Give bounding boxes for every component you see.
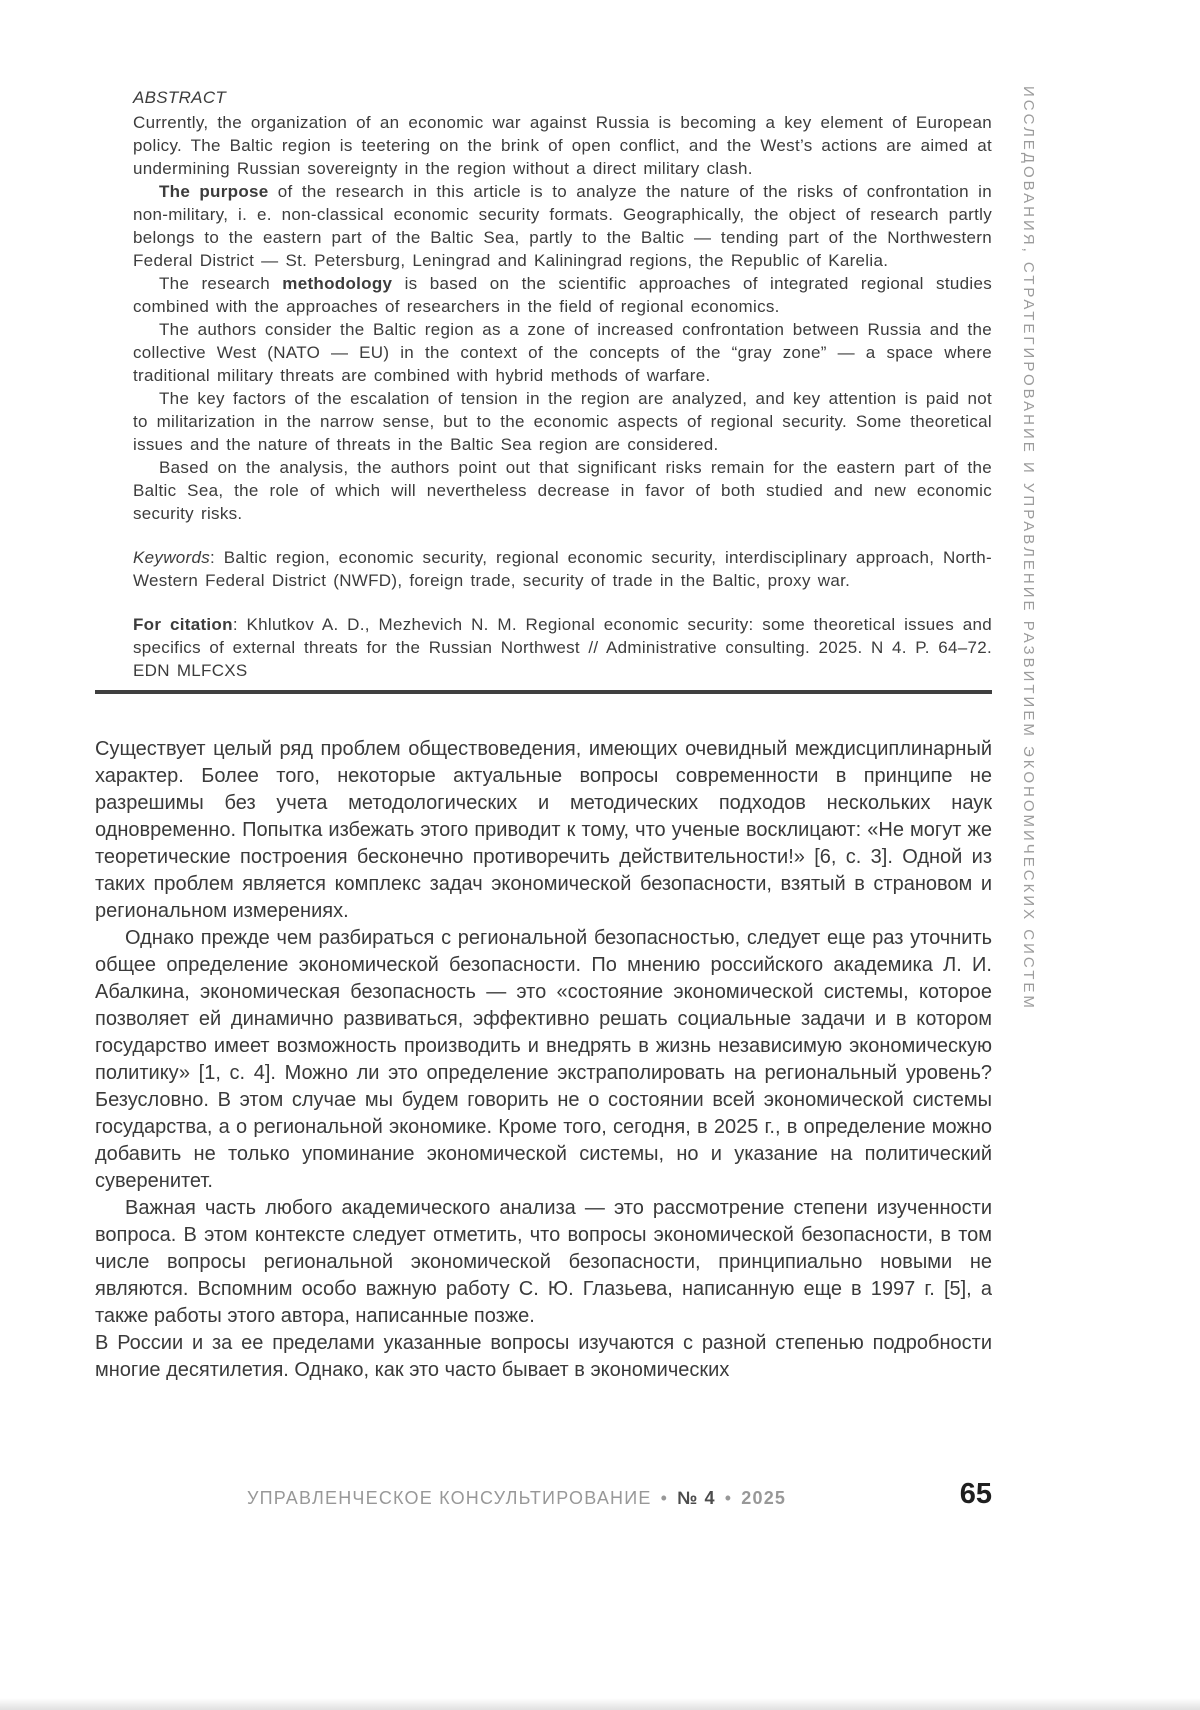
body-paragraph-1: Существует целый ряд проблем обществоведения, имеющих очевидный междисциплинарный характер. Более того, некоторые актуальные вопросы современности в принципе не разрешимы без учета методологических и методических подходов нескольких наук одновременно. Попытка избежать этого приводит к тому, что ученые восклицают: «Не могут же теоретические построения бесконечно противоречить действительности!» [6, с. 3]. Одной из таких проблем является комплекс задач экономической безопасности, взятый в страновом и региональном измерениях. [95, 738, 992, 922]
abstract-paragraph-3 [133, 272, 992, 318]
abstract-paragraph-4: The authors consider the Baltic region as a zone of increased confrontation between Russia and the collective West (NATO — EU) in the context of the concepts of the “gray zone” — a space where traditional military threats are combined with hybrid methods of warfare. [133, 320, 992, 385]
abstract-paragraph-6: Based on the analysis, the authors point out that significant risks remain for the eastern part of the Baltic Sea, the role of which will nevertheless decrease in favor of both studied and new economic security risks. [133, 458, 992, 523]
keywords-paragraph [133, 546, 992, 592]
article-body [95, 736, 992, 1384]
paragraph-text: is based on the scientific approaches of integrated regional studies combined with the approaches of researchers in the field of regional economics. [133, 274, 992, 316]
page-footer [95, 1478, 992, 1524]
citation-text: : Khlutkov A. D., Mezhevich N. M. Regional economic security: some theoretical issues and specifics of external threats for the Russian Northwest // Administrative consulting. 2025. N 4. P. 64–72. EDN MLFCXS [133, 615, 992, 680]
body-paragraph-3: Важная часть любого академического анализа — это рассмотрение степени изученности вопроса. В этом контексте следует отметить, что вопросы экономической безопасности, в том числе вопросы региональной экономической безопасности, принципиально новыми не являются. Вспомним особо важную работу С. Ю. Глазьева, написанную еще в 1997 г. [5], а также работы этого автора, написанные позже. [95, 1197, 992, 1327]
citation-paragraph [133, 613, 992, 682]
footer-separator-icon: • [660, 1488, 669, 1508]
issue-number: № 4 [677, 1488, 716, 1508]
abstract-paragraph-5: The key factors of the escalation of tension in the region are analyzed, and key attention is paid not to militarization in the narrow sense, but to the economic aspects of regional security. Some theoretical issues and the nature of threats in the Baltic Sea region are considered. [133, 389, 992, 454]
abstract-heading: ABSTRACT [133, 88, 227, 107]
body-paragraph-2: Однако прежде чем разбираться с региональной безопасностью, следует еще раз уточнить общее определение экономической безопасности. По мнению российского академика Л. И. Абалкина, экономическая безопасность — это «состояние экономической системы, которое позволяет ей динамично развиваться, эффективно решать социальные задачи и в котором государство имеет возможность производить и внедрять в жизнь независимую экономическую политику» [1, с. 4]. Можно ли это определение экстраполировать на региональный уровень? Безусловно. В этом случае мы будем говорить не о состоянии всей экономической системы государства, а о региональной экономике. Кроме того, сегодня, в 2025 г., в определение можно добавить не только упоминание экономической системы, но и указание на политический суверенитет. [95, 927, 992, 1192]
methodology-label: methodology [282, 274, 393, 293]
page-content [95, 86, 992, 1466]
abstract-section [133, 86, 992, 682]
keywords-text: : Baltic region, economic security, regional economic security, interdisciplinary approach, North-Western Federal District (NWFD), foreign trade, security of trade in the Baltic, proxy war. [133, 548, 992, 590]
journal-name: УПРАВЛЕНЧЕСКОЕ КОНСУЛЬТИРОВАНИЕ [247, 1488, 652, 1508]
footer-separator-icon: • [724, 1488, 733, 1508]
section-divider [95, 690, 992, 694]
section-sidebar-label: ИССЛЕДОВАНИЯ, СТРАТЕГИРОВАНИЕ И УПРАВЛЕНИЕ РАЗВИТИЕМ ЭКОНОМИЧЕСКИХ СИСТЕМ [1020, 86, 1037, 1011]
body-paragraph-4: В России и за ее пределами указанные вопросы изучаются с разной степенью подробности многие десятилетия. Однако, как это часто бывает в экономических [95, 1332, 992, 1381]
abstract-paragraph-1: Currently, the organization of an economic war against Russia is becoming a key element of European policy. The Baltic region is teetering on the brink of open conflict, and the West’s actions are aimed at undermining Russian sovereignty in the region without a direct military clash. [133, 113, 992, 178]
keywords-label: Keywords [133, 548, 211, 567]
purpose-label: The purpose [159, 182, 269, 201]
page-number: 65 [959, 1478, 992, 1510]
journal-title-line [247, 1488, 786, 1509]
citation-label: For citation [133, 615, 233, 634]
paragraph-text: of the research in this article is to analyze the nature of the risks of confrontation in non-military, i. e. non-classical economic security formats. Geographically, the object of research partly belongs to the eastern part of the Baltic Sea, partly to the Baltic — tending part of the Northwestern Federal District — St. Petersburg, Leningrad and Kaliningrad regions, the Republic of Karelia. [133, 182, 993, 270]
issue-year: 2025 [741, 1488, 787, 1508]
paragraph-text: The research [159, 274, 283, 293]
abstract-paragraph-2 [133, 180, 992, 272]
